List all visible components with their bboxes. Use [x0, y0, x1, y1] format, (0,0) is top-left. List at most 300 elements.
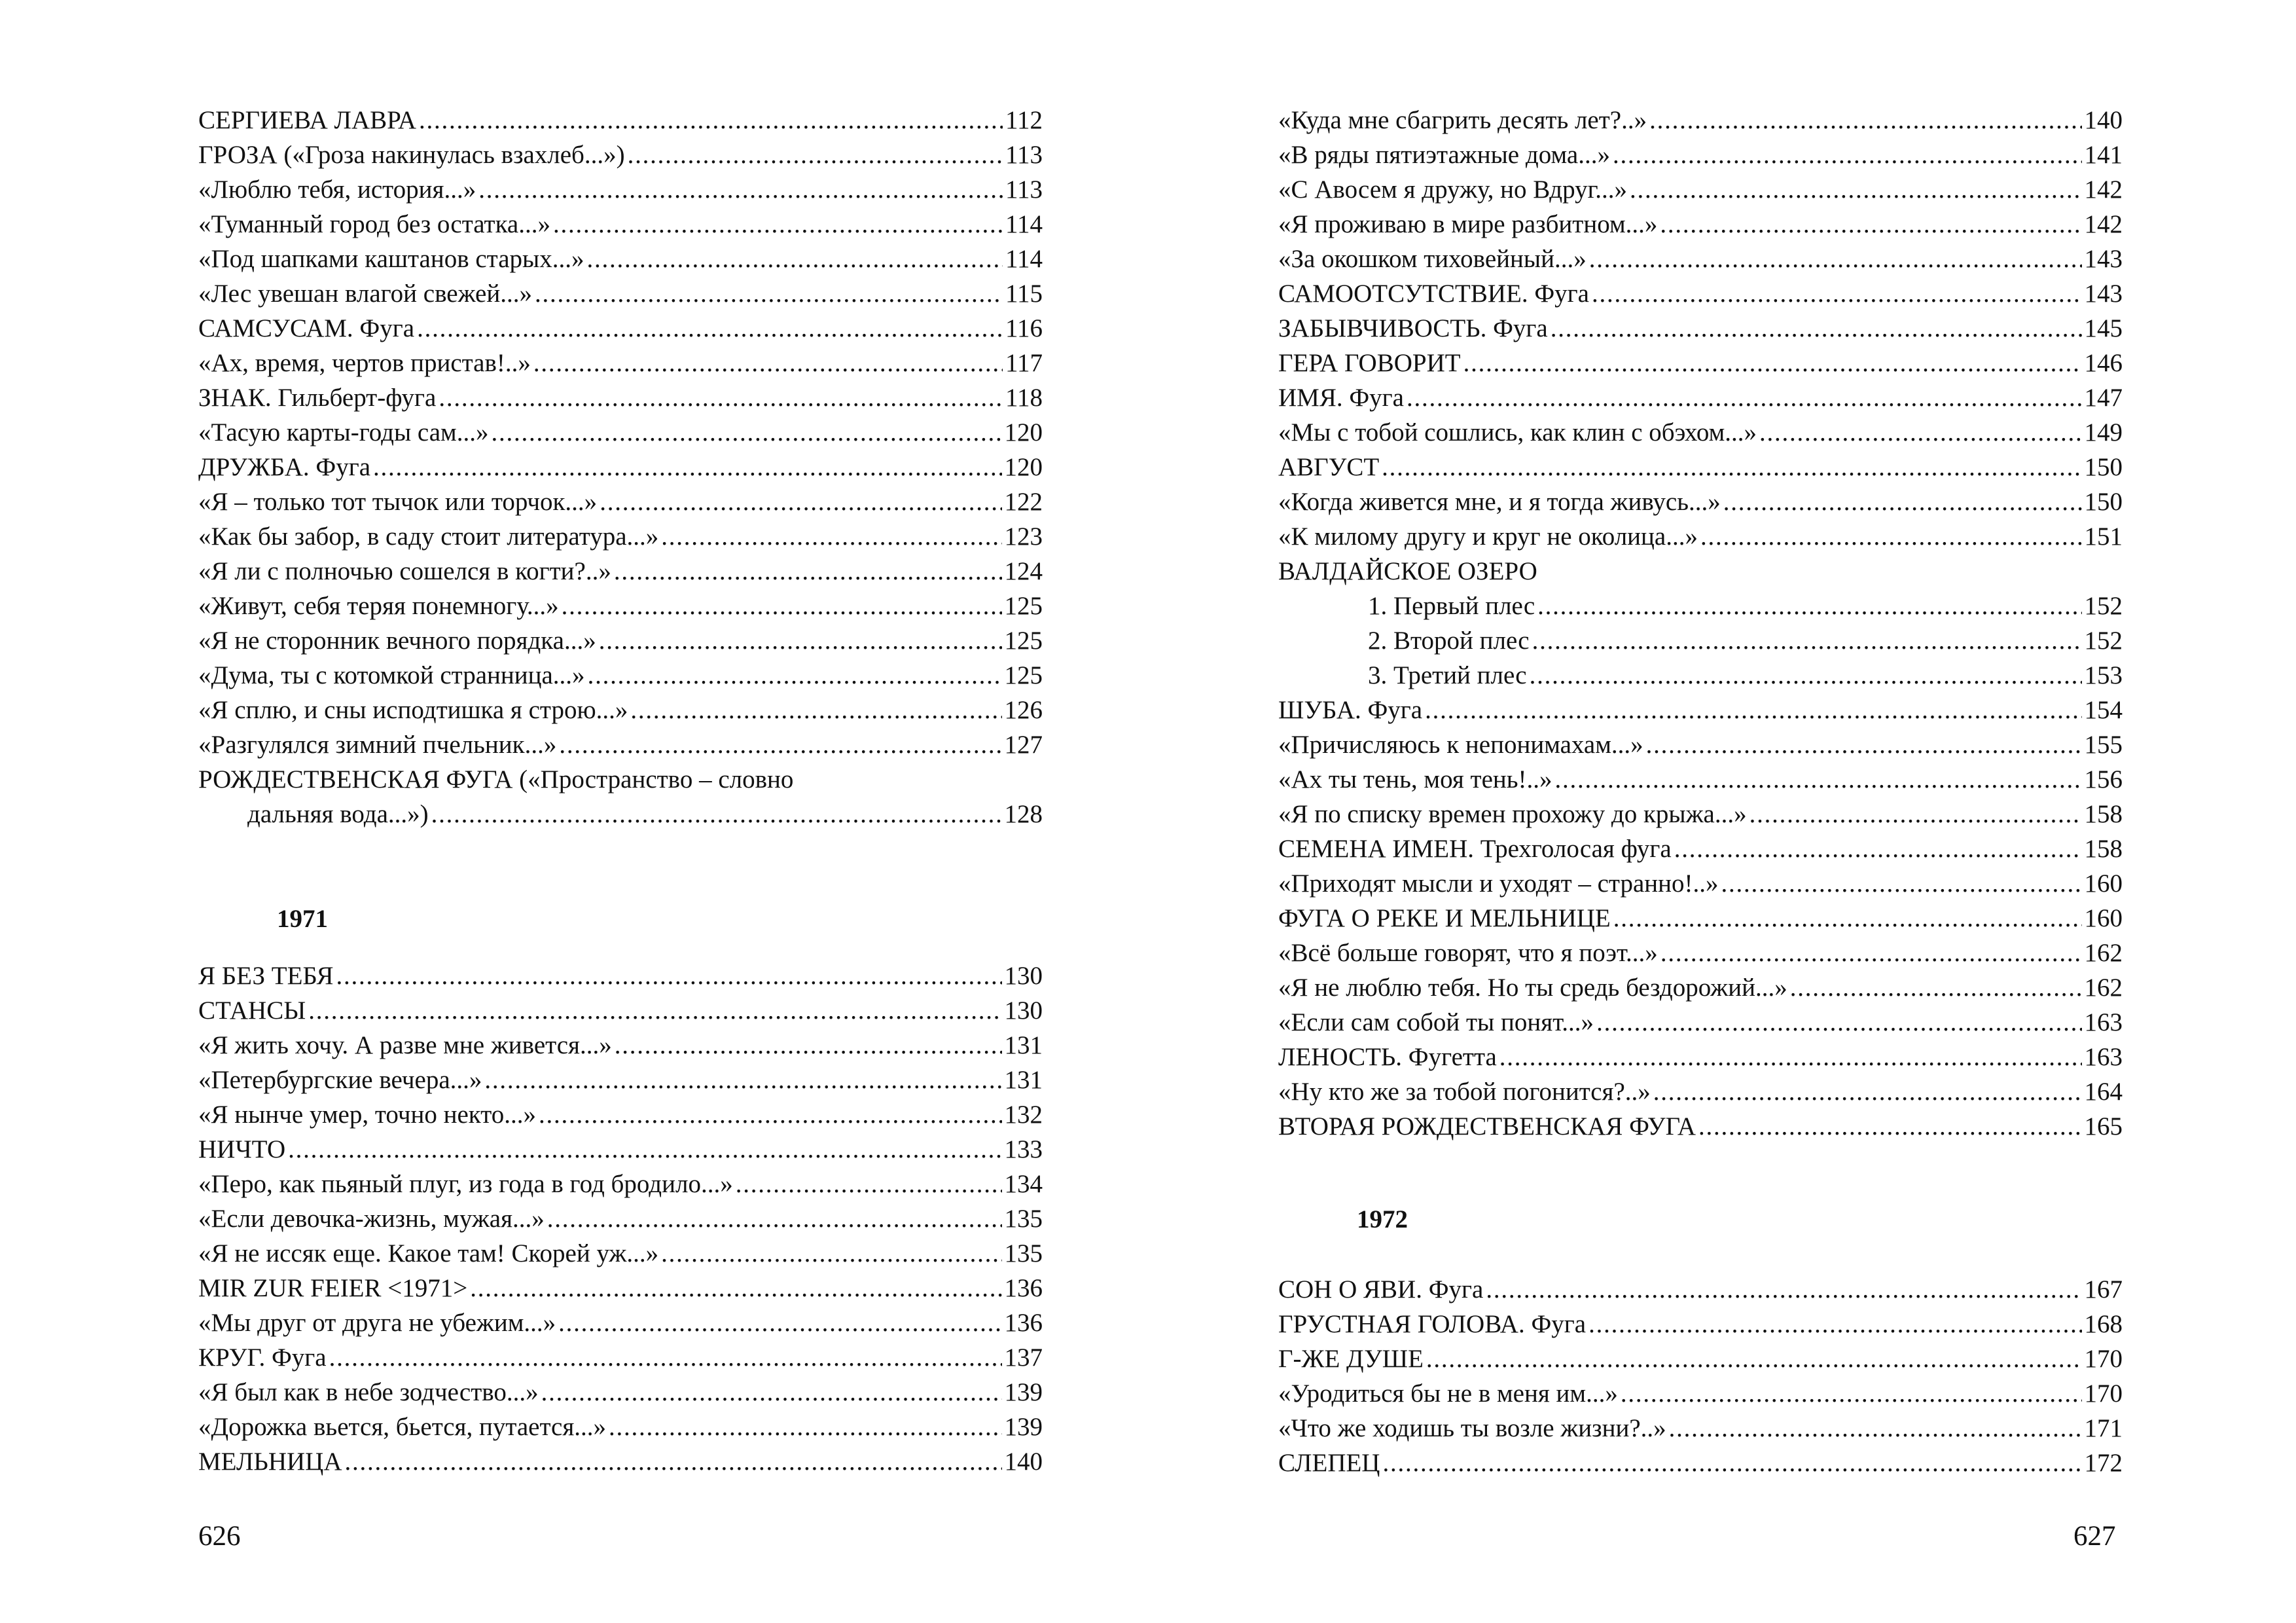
spacer	[1278, 1235, 2123, 1270]
toc-entry-page: 117	[1005, 349, 1043, 377]
toc-entry-page: 160	[2084, 904, 2123, 932]
toc-leader-dots	[478, 175, 1003, 205]
toc-entry-title: СТАНСЫ	[198, 996, 306, 1025]
toc-entry	[198, 991, 1043, 1026]
toc-group	[1278, 691, 2123, 1142]
toc-entry-title: «Я сплю, и сны исподтишка я строю...»	[198, 696, 628, 724]
page-number: 626	[198, 1521, 241, 1552]
toc-entry	[198, 1304, 1043, 1338]
toc-entry-title: РОЖДЕСТВЕНСКАЯ ФУГА («Пространство – словно	[198, 765, 794, 793]
toc-entry	[1278, 1374, 2123, 1409]
toc-entry-page: 137	[1004, 1343, 1043, 1372]
toc-entry-page: 151	[2084, 522, 2123, 551]
toc-entry	[1278, 1340, 2123, 1374]
toc-entry	[198, 240, 1043, 274]
toc-leader-dots	[470, 1273, 1001, 1304]
toc-group	[198, 101, 1043, 760]
toc-entry-page: 140	[2084, 106, 2123, 134]
toc-leader-dots	[628, 140, 1003, 170]
toc-entry	[198, 448, 1043, 483]
toc-entry-title: «Что же ходишь ты возле жизни?..»	[1278, 1414, 1666, 1442]
toc-entry-page: 152	[2084, 627, 2123, 655]
toc-leader-dots	[288, 1135, 1001, 1165]
toc-entry-title: «Я не иссяк еще. Какое там! Скорей уж...»	[198, 1239, 659, 1267]
toc-entry-page: 114	[1005, 210, 1043, 238]
toc-entry-page: 139	[1004, 1413, 1043, 1441]
toc-entry-title: СЕМЕНА ИМЕН. Трехголосая фуга	[1278, 835, 1672, 863]
toc-leader-dots	[491, 418, 1001, 448]
toc-entry-title: ГРОЗА («Гроза накинулась взахлеб...»)	[198, 141, 625, 169]
toc-leader-dots	[1588, 1309, 2081, 1340]
toc-leader-dots	[559, 730, 1001, 760]
spacer	[198, 830, 1043, 900]
toc-entry-title: «Туманный город без остатка...»	[198, 210, 550, 238]
toc-entry-page: 163	[2084, 1008, 2123, 1036]
toc-entry-page: 171	[2084, 1414, 2123, 1442]
toc-leader-dots	[614, 556, 1002, 587]
toc-leader-dots	[1613, 903, 2082, 934]
toc-entry	[198, 725, 1043, 760]
toc-entry	[198, 957, 1043, 991]
toc-entry-title: «Я не люблю тебя. Но ты средь бездорожий...»	[1278, 974, 1787, 1002]
toc-entry-page: 131	[1004, 1066, 1043, 1094]
toc-entry-page: 130	[1004, 996, 1043, 1025]
spacer	[198, 934, 1043, 957]
toc-entry-page: 142	[2084, 210, 2123, 238]
toc-leader-dots	[1674, 834, 2082, 864]
toc-entry	[198, 344, 1043, 378]
toc-entry-page: 125	[1004, 661, 1043, 689]
toc-leader-dots	[1463, 348, 2082, 378]
toc-entry-title: «Я проживаю в мире разбитном...»	[1278, 210, 1658, 238]
toc-entry-title: «Причисляюсь к непонимахам...»	[1278, 731, 1643, 759]
toc-entry	[1278, 899, 2123, 934]
toc-entry-page: 146	[2084, 349, 2123, 377]
toc-entry-title: Я БЕЗ ТЕБЯ	[198, 962, 334, 990]
toc-entry-title: ФУГА О РЕКЕ И МЕЛЬНИЦЕ	[1278, 904, 1611, 932]
toc-leader-dots	[535, 279, 1003, 309]
toc-entry	[198, 1442, 1043, 1477]
toc-entry-page: 156	[2084, 765, 2123, 793]
toc-entry-page: 155	[2084, 731, 2123, 759]
toc-entry-title: МЕЛЬНИЦА	[198, 1448, 342, 1476]
toc-leader-dots	[586, 244, 1002, 274]
toc-sub-entry	[1278, 621, 2123, 656]
toc-entry-title: «Я по списку времен прохожу до крыжа...»	[1278, 800, 1747, 828]
toc-entry	[198, 1199, 1043, 1234]
toc-entry-page: 124	[1004, 557, 1043, 585]
toc-entry-page: 127	[1004, 731, 1043, 759]
toc-entry-page: 128	[1004, 800, 1043, 828]
toc-leader-dots	[1486, 1275, 2081, 1305]
toc-entry-title: «Всё больше говорят, что я поэт...»	[1278, 939, 1658, 967]
toc-entry-page: 130	[1004, 962, 1043, 990]
section-heading-title: ВАЛДАЙСКОЕ ОЗЕРО	[1278, 557, 1537, 585]
page-number: 627	[2073, 1521, 2116, 1552]
toc-entry-title: НИЧТО	[198, 1135, 286, 1163]
toc-group	[1278, 1270, 2123, 1478]
year-heading: 1972	[1357, 1205, 1408, 1233]
toc-entry-title: «Ах ты тень, моя тень!..»	[1278, 765, 1552, 793]
toc-entry	[1278, 1107, 2123, 1142]
toc-entry-title: «Я не сторонник вечного порядка...»	[198, 627, 596, 655]
toc-leader-dots	[541, 1377, 1002, 1408]
toc-entry-page: 168	[2084, 1310, 2123, 1338]
toc-entry-title: «Перо, как пьяный плуг, из года в год бродило...»	[198, 1170, 733, 1198]
toc-entry	[198, 1338, 1043, 1373]
toc-entry	[1278, 1038, 2123, 1072]
toc-entry-page: 115	[1005, 280, 1043, 308]
toc-leader-dots	[1407, 383, 2082, 413]
toc-leader-dots	[1555, 765, 2082, 795]
toc-entry	[1278, 344, 2123, 378]
toc-leader-dots	[1660, 938, 2082, 968]
right-page	[1148, 0, 2296, 1623]
toc-entry-page: 162	[2084, 939, 2123, 967]
toc-entry-title: «Я нынче умер, точно некто...»	[198, 1101, 537, 1129]
toc-entry-page: 131	[1004, 1031, 1043, 1059]
toc-entry-title: «Если сам собой ты понят...»	[1278, 1008, 1594, 1036]
spacer	[1278, 1142, 2123, 1200]
toc-entry	[198, 1269, 1043, 1304]
toc-leader-dots	[336, 961, 1002, 991]
toc-entry-page: 118	[1005, 384, 1043, 412]
toc-entry-title: ИМЯ. Фуга	[1278, 384, 1404, 412]
toc-entry-title: «Дорожка вьется, бьется, путается...»	[198, 1413, 607, 1441]
toc-leader-dots	[1551, 314, 2082, 344]
toc-entry-page: 150	[2084, 453, 2123, 481]
toc-list-right	[1278, 101, 2123, 1478]
toc-entry-title: «Живут, себя теряя понемногу...»	[198, 592, 559, 620]
toc-entry	[198, 413, 1043, 448]
toc-entry	[1278, 517, 2123, 552]
toc-group	[1278, 101, 2123, 552]
toc-entry-page: 167	[2084, 1275, 2123, 1304]
toc-entry-page: 170	[2084, 1379, 2123, 1408]
toc-entry-page: 152	[2084, 592, 2123, 620]
toc-entry-page: 150	[2084, 488, 2123, 516]
toc-entry-page: 149	[2084, 418, 2123, 447]
toc-entry-title: «Уродиться бы не в меня им...»	[1278, 1379, 1618, 1408]
toc-leader-dots	[600, 487, 1001, 517]
toc-leader-dots	[1759, 418, 2081, 448]
toc-entry	[1278, 725, 2123, 760]
toc-entry	[198, 205, 1043, 240]
toc-entry	[198, 691, 1043, 725]
toc-entry	[198, 101, 1043, 136]
toc-entry-page: 142	[2084, 175, 2123, 204]
toc-entry	[198, 170, 1043, 205]
toc-entry-page: 158	[2084, 800, 2123, 828]
toc-entry	[1278, 448, 2123, 483]
toc-entry-title: ВТОРАЯ РОЖДЕСТВЕНСКАЯ ФУГА	[1278, 1112, 1696, 1140]
toc-entry-page: 164	[2084, 1078, 2123, 1106]
toc-entry-page: 153	[2084, 661, 2123, 689]
toc-leader-dots	[1723, 487, 2082, 517]
toc-leader-dots	[1630, 175, 2082, 205]
toc-leader-dots	[1669, 1413, 2082, 1444]
toc-leader-dots	[558, 1308, 1001, 1338]
toc-leader-dots	[1646, 730, 2082, 760]
toc-entry-page: 145	[2084, 314, 2123, 342]
toc-entry-page: 116	[1005, 314, 1043, 342]
toc-entry	[198, 1234, 1043, 1269]
toc-entry	[198, 378, 1043, 413]
toc-leader-dots	[661, 522, 1001, 552]
toc-entry	[198, 760, 1043, 795]
toc-leader-dots	[1426, 1344, 2082, 1374]
toc-entry-page: 162	[2084, 974, 2123, 1002]
toc-entry-title: Г-ЖЕ ДУШЕ	[1278, 1345, 1424, 1373]
toc-leader-dots	[539, 1100, 1001, 1130]
toc-entry	[1278, 1270, 2123, 1305]
toc-leader-dots	[553, 210, 1003, 240]
toc-entry-title: «Лес увешан влагой свежей...»	[198, 280, 532, 308]
toc-leader-dots	[1698, 1112, 2081, 1142]
toc-entry-title: «Мы с тобой сошлись, как клин с обэхом...»	[1278, 418, 1757, 447]
toc-entry-title: «Ах, время, чертов пристав!..»	[198, 349, 531, 377]
toc-leader-dots	[1613, 140, 2082, 170]
toc-entry-title: ШУБА. Фуга	[1278, 696, 1423, 724]
toc-leader-dots	[439, 383, 1003, 413]
toc-entry	[198, 1373, 1043, 1408]
toc-entry-title: 3. Третий плес	[1368, 661, 1527, 689]
toc-entry	[1278, 274, 2123, 309]
toc-entry-title: «Дума, ты с котомкой странница...»	[198, 661, 585, 689]
toc-entry	[1278, 760, 2123, 795]
toc-leader-dots	[345, 1447, 1002, 1477]
toc-entry	[1278, 240, 2123, 274]
toc-entry-page: 135	[1004, 1205, 1043, 1233]
toc-leader-dots	[308, 996, 1001, 1026]
toc-entry-page: 147	[2084, 384, 2123, 412]
toc-entry	[1278, 830, 2123, 864]
toc-entry-page: 123	[1004, 522, 1043, 551]
toc-leader-dots	[562, 591, 1002, 621]
toc-entry-page: 132	[1004, 1101, 1043, 1129]
toc-entry-title: ГРУСТНАЯ ГОЛОВА. Фуга	[1278, 1310, 1587, 1338]
toc-entry-page: 133	[1004, 1135, 1043, 1163]
toc-entry	[198, 552, 1043, 587]
toc-entry-title: «Я – только тот тычок или торчок...»	[198, 488, 598, 516]
toc-leader-dots	[1589, 244, 2082, 274]
toc-entry-page: 143	[2084, 245, 2123, 273]
toc-entry-title: MIR ZUR FEIER <1971>	[198, 1274, 468, 1302]
toc-leader-dots	[329, 1343, 1002, 1373]
toc-leader-dots	[1530, 661, 2082, 691]
toc-leader-dots	[1749, 799, 2082, 830]
toc-entry-page: 125	[1004, 592, 1043, 620]
toc-entry-title: САМООТСУТСТВИЕ. Фуга	[1278, 280, 1589, 308]
toc-entry-page: 143	[2084, 280, 2123, 308]
toc-entry	[1278, 101, 2123, 136]
toc-entry-title: СЕРГИЕВА ЛАВРА	[198, 106, 417, 134]
toc-leader-dots	[431, 799, 1002, 830]
toc-entry	[1278, 795, 2123, 830]
toc-entry	[1278, 1003, 2123, 1038]
toc-entry-title: КРУГ. Фуга	[198, 1343, 327, 1372]
toc-entry	[1278, 1305, 2123, 1340]
toc-entry	[1278, 413, 2123, 448]
toc-leader-dots	[615, 1030, 1002, 1061]
toc-leader-dots	[484, 1065, 1001, 1095]
toc-leader-dots	[1382, 1448, 2081, 1478]
toc-entry-title: СОН О ЯВИ. Фуга	[1278, 1275, 1484, 1304]
toc-leader-dots	[1596, 1008, 2081, 1038]
toc-leader-dots	[1382, 452, 2081, 483]
toc-leader-dots	[630, 695, 1001, 725]
toc-leader-dots	[1425, 695, 2081, 725]
toc-entry-title: ЛЕНОСТЬ. Фугетта	[1278, 1043, 1497, 1071]
toc-entry	[1278, 934, 2123, 968]
toc-entry-page: 120	[1004, 418, 1043, 447]
toc-leader-dots	[417, 314, 1003, 344]
toc-leader-dots	[419, 105, 1003, 136]
toc-entry	[198, 1095, 1043, 1130]
toc-entry-title: «Я жить хочу. А разве мне живется...»	[198, 1031, 612, 1059]
toc-entry	[198, 136, 1043, 170]
toc-leader-dots	[599, 626, 1002, 656]
toc-entry-title: «Куда мне сбагрить десять лет?..»	[1278, 106, 1647, 134]
toc-leader-dots	[661, 1239, 1001, 1269]
toc-entry-title: ЗАБЫВЧИВОСТЬ. Фуга	[1278, 314, 1548, 342]
toc-entry	[1278, 170, 2123, 205]
toc-entry-page: 140	[1004, 1448, 1043, 1476]
toc-entry	[1278, 1444, 2123, 1478]
toc-entry-title: СЛЕПЕЦ	[1278, 1449, 1380, 1477]
toc-entry	[198, 274, 1043, 309]
toc-entry	[1278, 378, 2123, 413]
toc-leader-dots	[609, 1412, 1001, 1442]
toc-entry-page: 136	[1004, 1309, 1043, 1337]
toc-entry-page: 120	[1004, 453, 1043, 481]
toc-list-left	[198, 101, 1043, 1477]
toc-entry-title: «За окошком тиховейный...»	[1278, 245, 1587, 273]
toc-entry-title: «Я ли с полночью сошелся в когти?..»	[198, 557, 611, 585]
toc-entry-page: 113	[1005, 175, 1043, 204]
toc-entry-title: «К милому другу и круг не околица...»	[1278, 522, 1698, 551]
toc-entry-title: 2. Второй плес	[1368, 627, 1530, 655]
toc-entry	[198, 656, 1043, 691]
toc-entry	[1278, 483, 2123, 517]
toc-entry-title: дальняя вода...»)	[247, 800, 429, 828]
toc-leader-dots	[547, 1204, 1002, 1234]
toc-entry	[1278, 136, 2123, 170]
toc-leader-dots	[1660, 210, 2081, 240]
toc-entry-page: 170	[2084, 1345, 2123, 1373]
toc-leader-dots	[533, 348, 1003, 378]
toc-entry-title: «Мы друг от друга не убежим...»	[198, 1309, 556, 1337]
toc-leader-dots	[1532, 626, 2082, 656]
toc-leader-dots	[373, 452, 1001, 483]
toc-entry-title: «Если девочка-жизнь, мужая...»	[198, 1205, 545, 1233]
toc-entry-page: 122	[1004, 488, 1043, 516]
toc-entry	[198, 309, 1043, 344]
toc-entry-title: АВГУСТ	[1278, 453, 1380, 481]
toc-entry	[198, 1130, 1043, 1165]
toc-group	[1278, 587, 2123, 691]
toc-entry-title: «Тасую карты-годы сам...»	[198, 418, 489, 447]
toc-entry	[1278, 1409, 2123, 1444]
toc-entry-page: 158	[2084, 835, 2123, 863]
toc-leader-dots	[1537, 591, 2081, 621]
toc-leader-dots	[1721, 869, 2081, 899]
toc-leader-dots	[588, 661, 1002, 691]
toc-entry-page: 125	[1004, 627, 1043, 655]
toc-leader-dots	[1499, 1042, 2082, 1072]
toc-entry	[1278, 205, 2123, 240]
toc-entry-page: 165	[2084, 1112, 2123, 1140]
toc-section-heading	[1278, 552, 2123, 587]
toc-entry-page: 172	[2084, 1449, 2123, 1477]
toc-entry-page: 114	[1005, 245, 1043, 273]
toc-entry-title: «Люблю тебя, история...»	[198, 175, 476, 204]
toc-entry-page: 163	[2084, 1043, 2123, 1071]
toc-entry-page: 135	[1004, 1239, 1043, 1267]
toc-leader-dots	[1649, 105, 2081, 136]
toc-entry-page: 126	[1004, 696, 1043, 724]
toc-entry	[198, 587, 1043, 621]
toc-entry-continuation	[198, 795, 1043, 830]
toc-entry-title: «Я был как в небе зодчество...»	[198, 1378, 539, 1406]
toc-entry-title: «Петербургские вечера...»	[198, 1066, 482, 1094]
toc-entry-title: ГЕРА ГОВОРИТ	[1278, 349, 1461, 377]
toc-entry-page: 136	[1004, 1274, 1043, 1302]
toc-entry-title: «Когда живется мне, и я тогда живусь...»	[1278, 488, 1721, 516]
toc-entry-title: «С Авосем я дружу, но Вдруг...»	[1278, 175, 1627, 204]
toc-entry-title: 1. Первый плес	[1368, 592, 1535, 620]
toc-entry	[198, 1026, 1043, 1061]
toc-entry	[198, 483, 1043, 517]
toc-entry	[1278, 968, 2123, 1003]
toc-entry-page: 154	[2084, 696, 2123, 724]
toc-leader-dots	[1700, 522, 2082, 552]
toc-entry-page: 113	[1005, 141, 1043, 169]
toc-leader-dots	[1621, 1379, 2082, 1409]
toc-entry	[198, 1061, 1043, 1095]
toc-entry	[198, 621, 1043, 656]
toc-entry	[198, 517, 1043, 552]
toc-sub-entry	[1278, 587, 2123, 621]
toc-entry-title: САМСУСАМ. Фуга	[198, 314, 415, 342]
toc-entry-title: «Приходят мысли и уходят – странно!..»	[1278, 869, 1719, 898]
toc-entry	[1278, 309, 2123, 344]
toc-entry-title: ЗНАК. Гильберт-фуга	[198, 384, 437, 412]
toc-entry-title: «Разгулялся зимний пчельник...»	[198, 731, 557, 759]
toc-entry-title: ДРУЖБА. Фуга	[198, 453, 371, 481]
year-heading: 1971	[277, 905, 328, 933]
toc-leader-dots	[1592, 279, 2082, 309]
toc-leader-dots	[1653, 1077, 2082, 1107]
toc-sub-entry	[1278, 656, 2123, 691]
toc-entry-title: «Ну кто же за тобой погонится?..»	[1278, 1078, 1651, 1106]
toc-entry	[1278, 864, 2123, 899]
toc-entry-title: «Под шапками каштанов старых...»	[198, 245, 584, 273]
toc-entry-page: 134	[1004, 1170, 1043, 1198]
toc-entry	[1278, 691, 2123, 725]
toc-group	[198, 957, 1043, 1477]
toc-entry-title: «В ряды пятиэтажные дома...»	[1278, 141, 1610, 169]
toc-entry	[198, 1408, 1043, 1442]
toc-entry-page: 141	[2084, 141, 2123, 169]
toc-entry	[1278, 1072, 2123, 1107]
toc-entry	[198, 1165, 1043, 1199]
toc-entry-title: «Как бы забор, в саду стоит литература...»	[198, 522, 659, 551]
toc-leader-dots	[1790, 973, 2082, 1003]
toc-entry-page: 160	[2084, 869, 2123, 898]
toc-entry-page: 139	[1004, 1378, 1043, 1406]
toc-leader-dots	[736, 1169, 1002, 1199]
